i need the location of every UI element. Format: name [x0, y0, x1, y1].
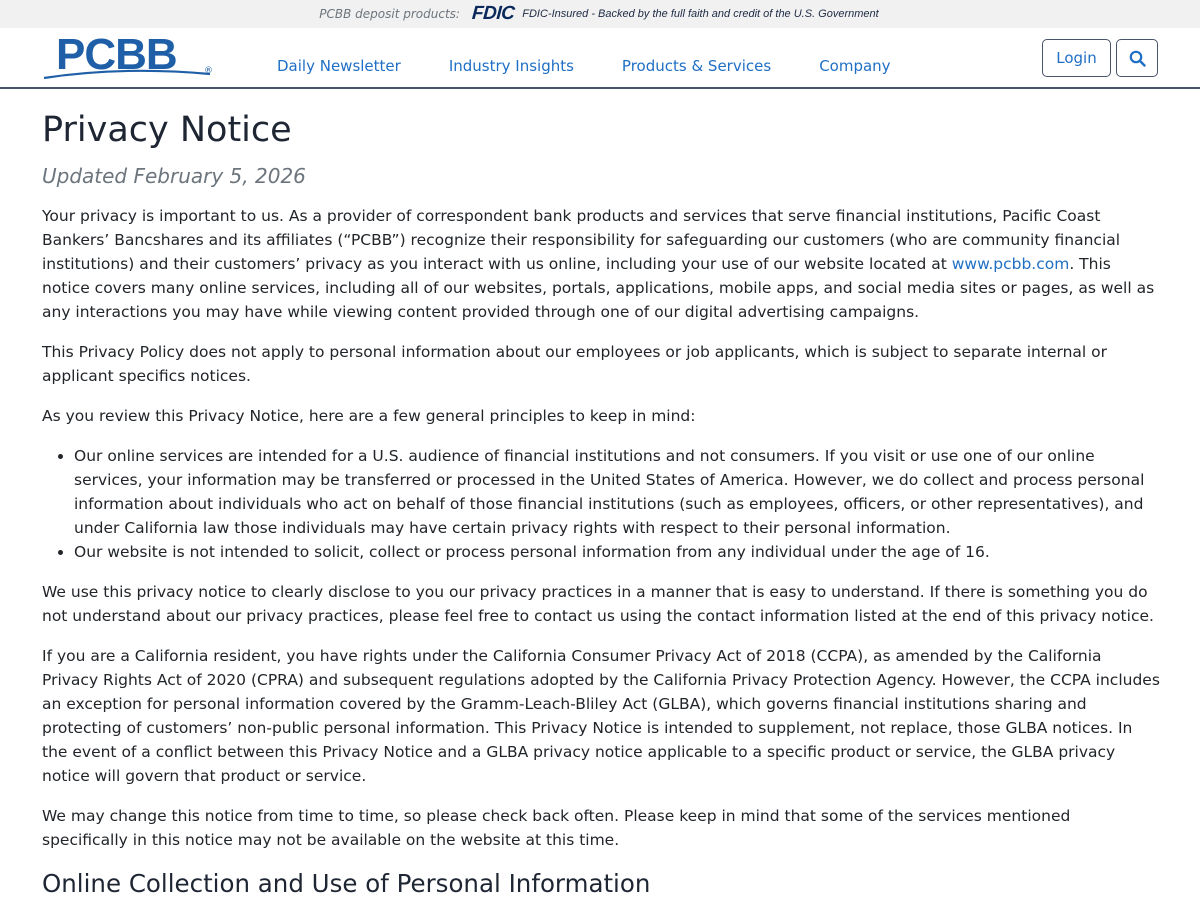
main-navbar [0, 28, 1200, 89]
fdic-banner [0, 0, 1200, 28]
section-heading: Online Collection and Use of Personal Information [42, 869, 651, 898]
nav-products-services[interactable]: Products & Services [621, 57, 772, 75]
pcbb-website-link[interactable]: www.pcbb.com [951, 255, 1070, 273]
brand-name: PCBB [56, 30, 177, 79]
login-button[interactable]: Login [1042, 39, 1111, 77]
scope-paragraph: This Privacy Policy does not apply to personal information about our employees or job applicants, which is subject to separate internal or applicant specifics notices. [42, 343, 1107, 385]
intro-text-a: Your privacy is important to us. As a provider of correspondent bank products and services that serve financial institutions, Pacific Coast Bankers’ Bancshares and its affiliates (“PCBB”) recognize their responsibility for safeguarding our customers (who are community financial institutions) and their customers’ privacy as you interact with us online, including your use of our website located at [42, 207, 1121, 273]
primary-nav [277, 57, 939, 75]
fdic-logo: FDIC [471, 3, 516, 24]
deposit-products-label: PCBB deposit products: [319, 7, 460, 21]
search-icon [1129, 50, 1146, 67]
disclosure-paragraph: We use this privacy notice to clearly disclose to you our privacy practices in a manner that is easy to understand. If there is something you do not understand about our privacy practices, please feel free to contact us using the contact information listed at the end of this privacy notice. [42, 583, 1154, 625]
intro-text-b: . This notice covers many online services, including all of our websites, portals, applications, mobile apps, and social media sites or pages, as well as any interactions you may have while viewing content provided through one of our digital advertising campaigns. [42, 255, 1155, 321]
privacy-notice-content [42, 108, 1160, 900]
list-item: • Our online services are intended for a U.S. audience of financial institutions and not consumers. If you visit or use one of our online services, your information may be transferred or processed in the United States of America. However, we do collect and process personal information about individuals who act on behalf of those financial institutions (such as employees, officers, or other representatives), and under California law those individuals may have certain privacy rights with respect to their personal information. [74, 444, 1160, 540]
pcbb-logo[interactable] [42, 30, 214, 80]
logo-swoosh-icon [42, 64, 214, 82]
principles-list [74, 444, 1160, 564]
nav-industry-insights[interactable]: Industry Insights [448, 57, 574, 75]
nav-company[interactable]: Company [819, 57, 891, 75]
california-paragraph: If you are a California resident, you have rights under the California Consumer Privacy Act of 2018 (CCPA), as amended by the California Privacy Rights Act of 2020 (CPRA) and subsequent regulations adopted by the California Privacy Protection Agency. However, the CCPA includes an exception for personal information covered by the Gramm-Leach-Bliley Act (GLBA), which governs financial institutions sharing and protecting of customers’ non-public personal information. This Privacy Notice is intended to supplement, not replace, those GLBA notices. In the event of a conflict between this Privacy Notice and a GLBA privacy notice applicable to a specific product or service, the GLBA privacy notice will govern that product or service. [42, 647, 1160, 785]
page-title: Privacy Notice [42, 110, 292, 150]
list-item: • Our website is not intended to solicit, collect or process personal information from any individual under the age of 16. [74, 540, 1160, 564]
nav-daily-newsletter[interactable]: Daily Newsletter [277, 57, 401, 75]
search-button[interactable] [1116, 39, 1158, 77]
fdic-tagline: FDIC-Insured - Backed by the full faith and credit of the U.S. Government [522, 8, 879, 20]
intro-paragraph [42, 204, 1160, 324]
principles-intro: As you review this Privacy Notice, here are a few general principles to keep in mind: [42, 407, 696, 425]
registered-mark: ® [204, 66, 213, 76]
updated-date: Updated February 5, 2026 [42, 164, 306, 188]
changes-paragraph: We may change this notice from time to time, so please check back often. Please keep in mind that some of the services mentioned specifically in this notice may not be available on the website at this time. [42, 807, 1071, 849]
